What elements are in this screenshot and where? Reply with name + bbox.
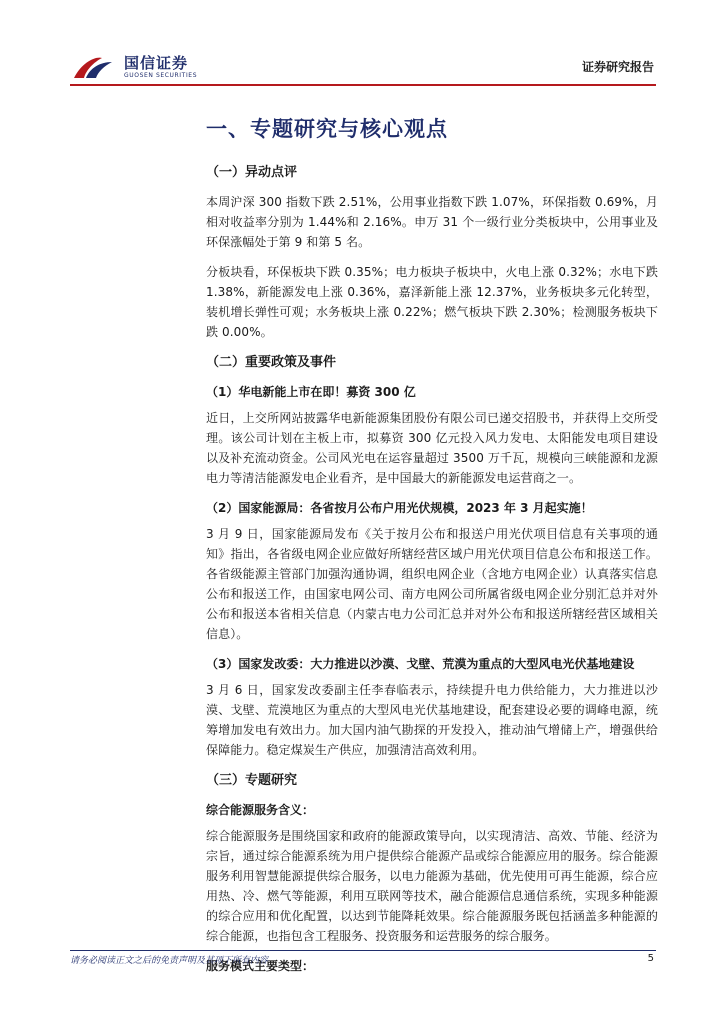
research-label-definition: 综合能源服务含义： (206, 803, 315, 817)
research-label-service-modes: 服务模式主要类型： (206, 959, 315, 973)
subsection-title-anomaly: （一）异动点评 (206, 165, 298, 180)
section-title: 一、专题研究与核心观点 (206, 117, 448, 141)
page-header (0, 0, 724, 90)
guosen-logo-icon (72, 52, 116, 82)
footer-divider (70, 950, 656, 951)
page-number: 5 (647, 953, 654, 964)
paragraph-sector-breakdown: 分板块看，环保板块下跌 0.35%；电力板块子板块中，火电上涨 0.32%；水电下跌 1.38%，新能源发电上涨 0.36%，嘉泽新能上涨 12.37%，业务板块多元化转型，装机增长弹性可观；水务板块上涨 0.22%；燃气板块下跌 2.30%；检测服务板块下跌 0.00%。 (206, 265, 658, 339)
policy-item-title-1: （1）华电新能上市在即！募资 300 亿 (206, 385, 416, 399)
policy-item-body-1: 近日，上交所网站披露华电新能源集团股份有限公司已递交招股书，并获得上交所受理。该公司计划在主板上市，拟募资 300 亿元投入风力发电、太阳能发电项目建设以及补充流动资金。公司风光电在运容量超过 3500 万千瓦，规模向三峡能源和龙源电力等清洁能源发电企业看齐，是中国最大的新能源发电运营商之一。 (206, 411, 658, 485)
policy-item-title-3: （3）国家发改委：大力推进以沙漠、戈壁、荒漠为重点的大型风电光伏基地建设 (206, 657, 635, 671)
subsection-title-research: （三）专题研究 (206, 773, 298, 788)
report-type-label: 证券研究报告 (581, 60, 654, 74)
company-logo (72, 50, 232, 86)
logo-text-cn: 国信证券 (124, 54, 189, 72)
subsection-title-policy: （二）重要政策及事件 (206, 355, 337, 370)
policy-item-body-2: 3 月 9 日，国家能源局发布《关于按月公布和报送户用光伏项目信息有关事项的通知》指出，各省级电网企业应做好所辖经营区域户用光伏项目信息公布和报送工作。各省级能源主管部门加强沟通协调，组织电网企业（含地方电网企业）认真落实信息公布和报送工作，由国家电网公司、南方电网公司所属省级电网企业分别汇总并对外公布和报送本省相关信息（内蒙古电力公司汇总并对外公布和报送所辖经营区域相关信息）。 (206, 527, 658, 641)
main-content (206, 112, 658, 982)
policy-item-body-3: 3 月 6 日，国家发改委副主任李春临表示，持续提升电力供给能力，大力推进以沙漠、戈壁、荒漠地区为重点的大型风电光伏基地建设，配套建设必要的调峰电源，统筹增加发电有效出力。加大国内油气勘探的开发投入，推动油气增储上产，增强供给保障能力。稳定煤炭生产供应，加强清洁高效利用。 (206, 683, 658, 757)
research-paragraph-definition: 综合能源服务是围绕国家和政府的能源政策导向，以实现清洁、高效、节能、经济为宗旨，通过综合能源系统为用户提供综合能源产品或综合能源应用的服务。综合能源服务利用智慧能源提供综合服务，以电力能源为基础，优先使用可再生能源，综合应用热、冷、燃气等能源，利用互联网等技术，融合能源信息通信系统，实现多种能源的综合应用和优化配置，以达到节能降耗效果。综合能源服务既包括涵盖多种能源的综合能源，也指包含工程服务、投资服务和运营服务的综合服务。 (206, 829, 658, 943)
header-divider (70, 84, 656, 86)
footer-disclaimer: 请务必阅读正文之后的免责声明及其项下所有内容 (70, 956, 269, 966)
paragraph-market-summary: 本周沪深 300 指数下跌 2.51%，公用事业指数下跌 1.07%，环保指数 0.69%，月相对收益率分别为 1.44%和 2.16%。申万 31 个一级行业分类板块中，公用事业及环保涨幅处于第 9 和第 5 名。 (206, 195, 658, 249)
policy-item-title-2: （2）国家能源局：各省按月公布户用光伏规模，2023 年 3 月起实施！ (206, 501, 593, 515)
logo-text-en: GUOSEN SECURITIES (124, 72, 198, 79)
